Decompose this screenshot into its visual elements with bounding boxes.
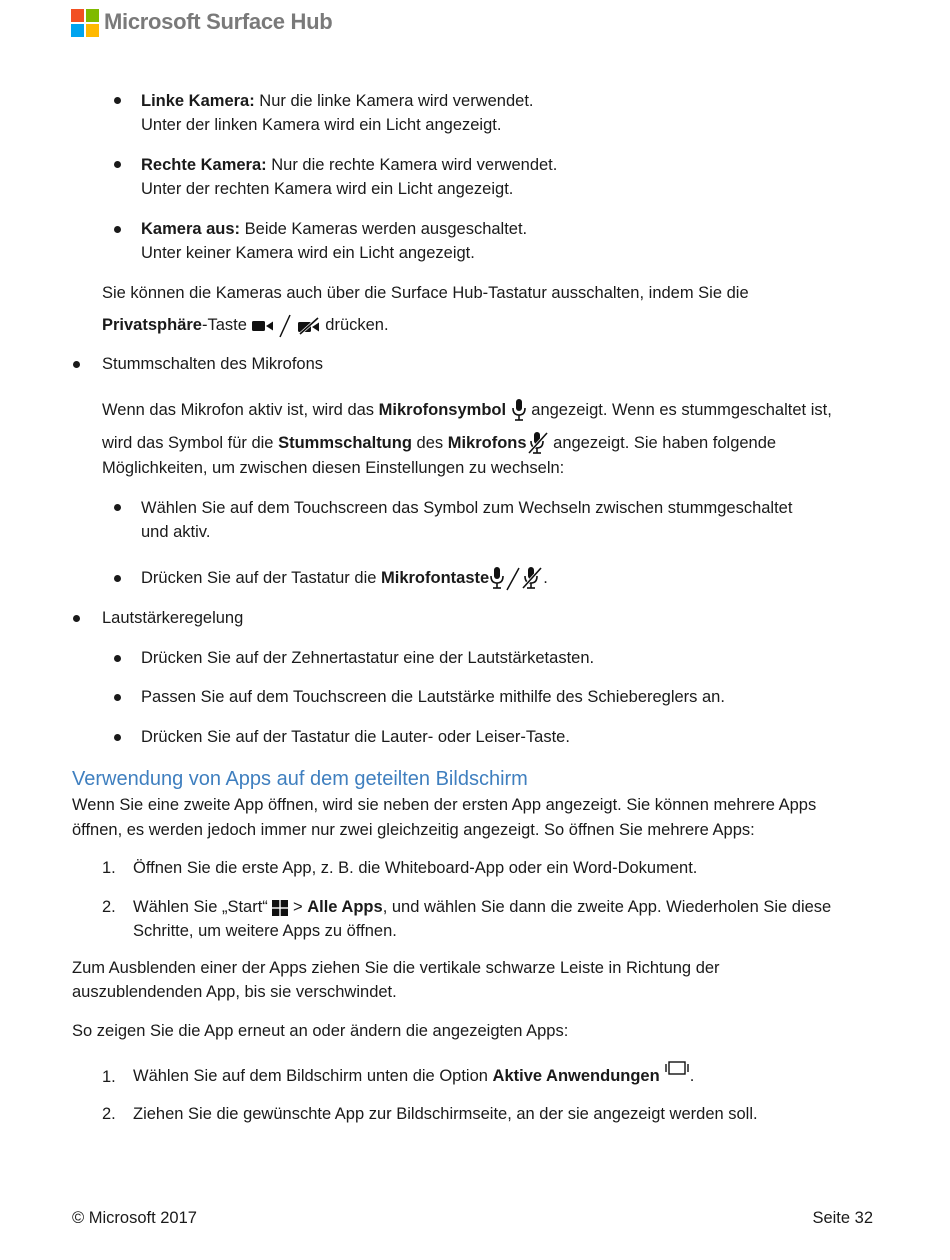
logo-green-square: [86, 9, 99, 22]
bullet-dot: [114, 97, 121, 104]
step-number: 1.: [102, 859, 116, 877]
mute-option-touchscreen: Wählen Sie auf dem Touchscreen das Symbol zum Wechseln zwischen stummgeschaltet: [141, 499, 793, 517]
microphone-icon: [489, 566, 505, 592]
section-intro: Wenn Sie eine zweite App öffnen, wird sie neben der ersten App angezeigt. Sie können mehrere Apps: [72, 796, 817, 814]
privacy-paragraph-line2: Privatsphäre-Taste drücken.: [102, 310, 389, 340]
section-heading: Verwendung von Apps auf dem geteilten Bildschirm: [72, 768, 528, 790]
step-number: 2.: [102, 1105, 116, 1123]
bullet-dot: [114, 161, 121, 168]
volume-item: Drücken Sie auf der Zehnertastatur eine der Lautstärketasten.: [141, 649, 595, 667]
step-text: Wählen Sie auf dem Bildschirm unten die Option Aktive Anwendungen .: [133, 1060, 694, 1092]
mute-bullet: Stummschalten des Mikrofons: [102, 355, 324, 373]
step-text: Ziehen Sie die gewünschte App zur Bildschirmseite, an der sie angezeigt werden soll.: [133, 1105, 758, 1123]
volume-item: Passen Sie auf dem Touchscreen die Lautstärke mithilfe des Schiebereglers an.: [141, 688, 725, 706]
volume-bullet: Lautstärkeregelung: [102, 609, 244, 627]
step-text: Wählen Sie „Start“ > Alle Apps, und wählen Sie dann die zweite App. Wiederholen Sie diese: [133, 898, 832, 916]
footer-page-number: Seite 32: [812, 1209, 873, 1227]
list-item-camera-off-detail: Unter keiner Kamera wird ein Licht angezeigt.: [141, 244, 475, 262]
camera-off-icon: [297, 317, 321, 335]
mute-paragraph-line2: wird das Symbol für die Stummschaltung des Mikrofons angezeigt. Sie haben folgende: [102, 428, 776, 458]
mute-paragraph-line3: Möglichkeiten, um zwischen diesen Einstellungen zu wechseln:: [102, 459, 565, 477]
slash-separator-icon: [505, 566, 521, 592]
microphone-muted-icon: [527, 431, 549, 457]
bullet-dot: [114, 734, 121, 741]
logo-red-square: [71, 9, 84, 22]
bullet-dot: [114, 504, 121, 511]
section-intro-line2: öffnen, es werden jedoch immer nur zwei gleichzeitig angezeigt. So öffnen Sie mehrere Apps:: [72, 821, 755, 839]
list-item-left-camera-detail: Unter der linken Kamera wird ein Licht angezeigt.: [141, 116, 502, 134]
bullet-dot: [73, 361, 80, 368]
hide-paragraph: Zum Ausblenden einer der Apps ziehen Sie die vertikale schwarze Leiste in Richtung der: [72, 959, 720, 977]
show-paragraph: So zeigen Sie die App erneut an oder ändern die angezeigten Apps:: [72, 1022, 569, 1040]
camera-icon: [252, 318, 274, 334]
mute-option-keyboard: Drücken Sie auf der Tastatur die Mikrofontaste .: [141, 562, 548, 594]
step-text: Öffnen Sie die erste App, z. B. die Whiteboard-App oder ein Word-Dokument.: [133, 859, 698, 877]
list-item-left-camera: Linke Kamera: Nur die linke Kamera wird verwendet.: [141, 92, 534, 110]
brand-title: Microsoft Surface Hub: [104, 9, 333, 34]
microphone-muted-icon: [521, 566, 543, 592]
bullet-dot: [114, 575, 121, 582]
windows-start-icon: [272, 900, 288, 916]
list-item-camera-off: Kamera aus: Beide Kameras werden ausgeschaltet.: [141, 220, 528, 238]
microsoft-logo-icon: [71, 9, 99, 37]
mute-paragraph-line1: Wenn das Mikrofon aktiv ist, wird das Mikrofonsymbol angezeigt. Wenn es stummgeschaltet ist,: [102, 393, 832, 427]
microphone-icon: [511, 398, 527, 424]
list-item-right-camera-detail: Unter der rechten Kamera wird ein Licht angezeigt.: [141, 180, 514, 198]
footer-copyright: © Microsoft 2017: [72, 1209, 197, 1227]
slash-separator-icon: [278, 314, 292, 338]
bullet-dot: [114, 226, 121, 233]
bullet-dot: [73, 615, 80, 622]
list-item-right-camera: Rechte Kamera: Nur die rechte Kamera wird verwendet.: [141, 156, 558, 174]
mute-option-touchscreen-line2: und aktiv.: [141, 523, 211, 541]
step-number: 1.: [102, 1068, 116, 1086]
logo-blue-square: [71, 24, 84, 37]
step-number: 2.: [102, 898, 116, 916]
bullet-dot: [114, 694, 121, 701]
hide-paragraph-line2: auszublendenden App, bis sie verschwindet.: [72, 983, 397, 1001]
bullet-dot: [114, 655, 121, 662]
active-applications-icon: [664, 1060, 690, 1078]
logo-yellow-square: [86, 24, 99, 37]
privacy-paragraph: Sie können die Kameras auch über die Surface Hub-Tastatur ausschalten, indem Sie die: [102, 284, 749, 302]
volume-item: Drücken Sie auf der Tastatur die Lauter- oder Leiser-Taste.: [141, 728, 570, 746]
step-text-line2: Schritte, um weitere Apps zu öffnen.: [133, 922, 397, 940]
